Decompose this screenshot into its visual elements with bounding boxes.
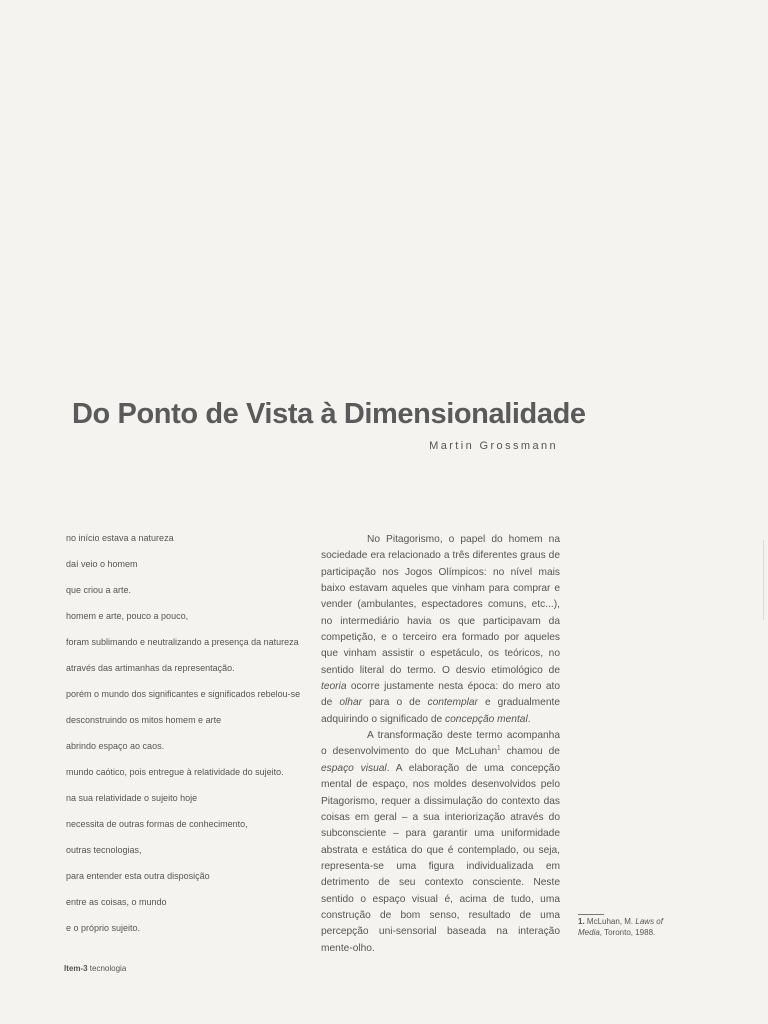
poem-line: abrindo espaço ao caos.	[66, 741, 165, 751]
footnote-number: 1.	[578, 917, 585, 926]
article-author: Martin Grossmann	[429, 440, 558, 452]
poem-line: porém o mundo dos significantes e significados rebelou-se	[66, 689, 301, 699]
poem-line: desconstruindo os mitos homem e arte	[66, 715, 222, 725]
folio-section: tecnologia	[89, 964, 127, 973]
poem-line: no início estava a natureza	[66, 533, 174, 543]
poem-line: na sua relatividade o sujeito hoje	[66, 793, 198, 803]
footnote-divider	[578, 914, 604, 915]
article-title: Do Ponto de Vista à Dimensionalidade	[72, 398, 586, 430]
poem-line: e o próprio sujeito.	[66, 923, 141, 933]
scan-edge-mark	[763, 540, 764, 620]
footnote	[578, 916, 688, 938]
page-folio	[64, 964, 126, 973]
poem-line: mundo caótico, pois entregue à relatividade do sujeito.	[66, 767, 284, 777]
poem-line: foram sublimando e neutralizando a presença da natureza	[66, 637, 299, 647]
body-text-column	[321, 532, 560, 957]
poem-line: através das artimanhas da representação.	[66, 663, 235, 673]
footnote-reference[interactable]: 1	[497, 746, 501, 753]
poem-column	[66, 532, 316, 948]
footnote-work: Laws of Media	[578, 917, 663, 937]
poem-line: necessita de outras formas de conhecimento,	[66, 819, 248, 829]
poem-line: para entender esta outra disposição	[66, 871, 210, 881]
body-paragraph-2: A transformação deste termo acompanha o desenvolvimento do que McLuhan$^1$ chamou de espaço visual. A elaboração de uma concepção mental de espaço, nos moldes desenvolvidos pelo Pitagorismo, requer a dissimulação do contexto das coisas em geral – a sua interiorização através do subconsciente – para garantir uma uniformidade abstrata e estática do que é contemplado, ou seja, representa-se uma figura individualizada em detrimento de seu contexto consciente. Neste sentido o espaço visual é, acima de tudo, uma construção de bom senso, resultado de uma percepção uni-sensorial baseada na interação mente-olho.	[321, 730, 560, 954]
poem-line: que criou a arte.	[66, 585, 132, 595]
footnote-author: McLuhan, M.	[586, 917, 634, 926]
poem-line: homem e arte, pouco a pouco,	[66, 611, 189, 621]
poem-line: daí veio o homem	[66, 559, 138, 569]
poem-line: outras tecnologias,	[66, 845, 142, 855]
footnote-imprint: , Toronto, 1988.	[599, 928, 656, 937]
folio-issue: Item-3	[64, 964, 88, 973]
body-paragraph-1: No Pitagorismo, o papel do homem na sociedade era relacionado a três diferentes graus de participação nos Jogos Olímpicos: no nível mais baixo estavam aqueles que vinham para comprar e vender (ambulantes, espectadores comuns, etc...), no intermediário havia os que participavam da competição, e o terceiro era formado por aqueles que vinham assistir o espetáculo, os teóricos, no sentido literal do termo. O desvio etimológico de teoria ocorre justamente nesta época: do mero ato de olhar para o de contemplar e gradualmente adquirindo o significado de concepção mental.	[321, 534, 560, 725]
poem-line: entre as coisas, o mundo	[66, 897, 167, 907]
